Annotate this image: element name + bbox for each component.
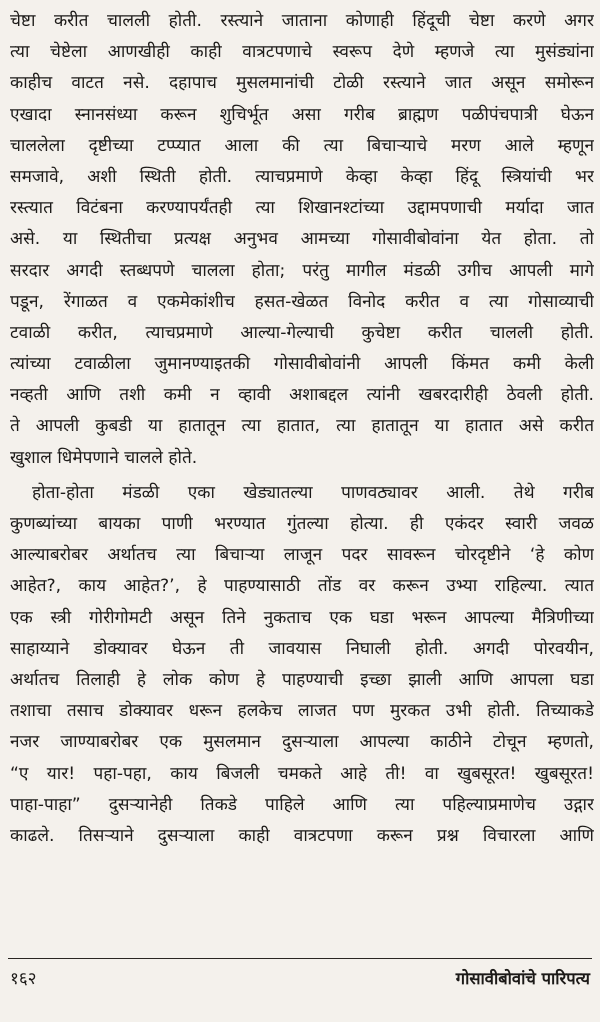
body-text bbox=[10, 6, 594, 852]
text-line: काहीच वाटत नसे. दहापाच मुसलमानांची टोळी रस्त्याने जात असून समोरून bbox=[10, 73, 594, 94]
text-line: ते आपली कुबडी या हातातून त्या हातात, त्या हातातून या हातात असे करीत bbox=[10, 416, 594, 437]
paragraph-1 bbox=[10, 6, 594, 474]
text-line: नजर जाण्याबरोबर एक मुसलमान दुसऱ्याला आपल्या काठीने टोचून म्हणतो, bbox=[10, 732, 594, 753]
text-line: कुणब्यांच्या बायका पाणी भरण्यात गुंतल्या होत्या. ही एकंदर स्वारी जवळ bbox=[10, 514, 594, 534]
text-line: आल्याबरोबर अर्थातच त्या बिचाऱ्या लाजून पदर सावरून चोरदृष्टीने ‘हे कोण bbox=[10, 545, 594, 566]
text-line: चाललेला दृष्टीच्या टप्प्यात आला की त्या बिचाऱ्याचे मरण आले म्हणून bbox=[10, 135, 594, 156]
text-line: खुशाल धिमेपणाने चालले होते. bbox=[10, 447, 198, 468]
text-line: एक स्त्री गोरीगोमटी असून तिने नुकताच एक घडा भरून आपल्या मैत्रिणीच्या bbox=[10, 607, 594, 628]
text-line: असे. या स्थितीचा प्रत्यक्ष अनुभव आमच्या गोसावीबोवांना येत होता. तो bbox=[10, 229, 594, 250]
text-line: अर्थातच तिलाही हे लोक कोण हे पाहण्याची इच्छा झाली आणि आपला घडा bbox=[10, 669, 594, 690]
text-line: चेष्टा करीत चालली होती. रस्त्याने जाताना कोणाही हिंदूची चेष्टा करणे अगर bbox=[10, 11, 594, 31]
running-title: गोसावीबोवांचे पारिपत्य bbox=[455, 968, 590, 988]
text-line: तशाचा तसाच डोक्यावर धरून हलकेच लाजत पण मुरकत उभी होती. तिच्याकडे bbox=[10, 701, 594, 722]
text-line: काढले. तिसऱ्याने दुसऱ्याला काही वात्रटपणा करून प्रश्न विचारला आणि bbox=[10, 825, 594, 846]
text-line: साहाय्याने डोक्यावर घेऊन ती जावयास निघाली होती. अगदी पोरवयीन, bbox=[10, 638, 594, 659]
text-line: त्या चेष्टेला आणखीही काही वात्रटपणाचे स्वरूप देणे म्हणजे त्या मुसंड्यांना bbox=[10, 42, 594, 63]
text-line: त्यांच्या टवाळीला जुमानण्याइतकी गोसावीबोवांनी आपली किंमत कमी केली bbox=[10, 354, 594, 375]
text-line: रस्त्यात विटंबना करण्यापर्यंतही त्या शिखानश्टांच्या उद्दामपणाची मर्यादा जात bbox=[10, 198, 594, 219]
text-line: होता-होता मंडळी एका खेड्यातल्या पाणवठ्यावर आली. तेथे गरीब bbox=[32, 482, 594, 503]
text-line: पाहा-पाहा” दुसऱ्यानेही तिकडे पाहिले आणि त्या पहिल्याप्रमाणेच उद्गार bbox=[10, 794, 594, 815]
text-line: सरदार अगदी स्तब्धपणे चालला होता; परंतु मागील मंडळी उगीच आपली मागे bbox=[10, 260, 594, 281]
text-line: पडून, रेंगाळत व एकमेकांशीच हसत-खेळत विनोद करीत व त्या गोसाव्याची bbox=[10, 291, 594, 312]
text-line: एखादा स्नानसंध्या करून शुचिर्भूत असा गरीब ब्राह्मण पळीपंचपात्री घेऊन bbox=[10, 104, 594, 125]
paragraph-2 bbox=[10, 478, 594, 852]
text-line: नव्हती आणि तशी कमी न व्हावी अशाबद्दल त्यांनी खबरदारीही ठेवली होती. bbox=[10, 385, 594, 406]
text-line: “ए यार! पहा-पहा, काय बिजली चमकते आहे ती! वा खुबसूरत! खुबसूरत! bbox=[10, 763, 594, 784]
footer-rule bbox=[8, 958, 592, 959]
text-line: समजावे, अशी स्थिती होती. त्याचप्रमाणे केव्हा केव्हा हिंदू स्त्रियांची भर bbox=[10, 166, 594, 187]
text-line: आहेत?, काय आहेत?’, हे पाहण्यासाठी तोंड वर करून उभ्या राहिल्या. त्यात bbox=[10, 576, 594, 597]
page-number: १६२ bbox=[10, 968, 37, 989]
text-line: टवाळी करीत, त्याचप्रमाणे आल्या-गेल्याची कुचेष्टा करीत चालली होती. bbox=[10, 322, 594, 343]
page-footer bbox=[10, 962, 590, 992]
